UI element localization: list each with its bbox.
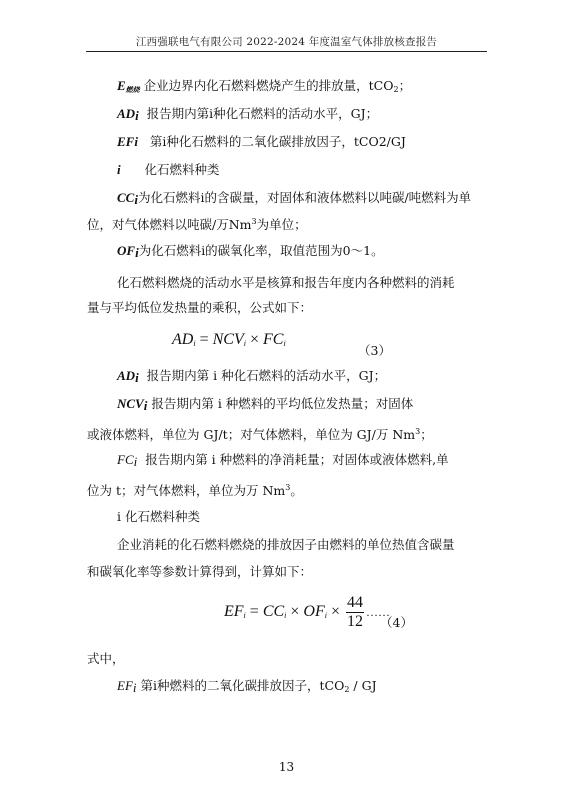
where-label: 式中， [87,651,125,666]
symbol-ad-2-sub: i [135,370,139,385]
def-ef-text: 第i种化石燃料的二氧化碳排放因子，tCO2/GJ [149,134,406,149]
def-ef [117,134,406,150]
equation-number-3: （3） [358,343,391,358]
def-ncv-text1: 报告期内第 i 种燃料的平均低位发热量；对固体 [151,396,414,411]
def-ef-2 [117,678,377,698]
symbol-ad-2: AD [117,368,136,383]
symbol-ef-2: EF [117,678,133,693]
def-cc-sup: 3 [251,217,257,226]
def-ad-2 [117,368,386,386]
para2-line2: 和碳氧化率等参数计算得到，计算如下： [87,564,313,579]
def-of-text: 为化石燃料i的碳氧化率，取值范围为0～1。 [138,243,384,258]
def-e-burn [117,78,411,98]
symbol-of: OF [117,243,136,258]
symbol-ef-2-sub: i [132,680,137,695]
def-ad [117,106,378,124]
co2-sub-2: 2 [344,685,350,694]
page-number: 13 [278,760,295,774]
def-fc-text2b: 。 [290,483,303,498]
equation-number-4: （4） [380,615,413,630]
para1-line1: 化石燃料燃烧的活动水平是核算和报告年度内各种燃料的消耗 [117,275,455,290]
symbol-cc-sub: i [134,192,138,207]
f3-eq: = [195,331,213,348]
f4-times-2: × [326,603,345,621]
def-e-tail: ； [398,78,412,93]
symbol-ad-sub: i [135,108,139,123]
symbol-of-sub: i [135,245,139,260]
co2-sub: 2 [393,85,399,94]
f3-lhs-sub: i [193,339,196,348]
symbol-fc-sub: i [133,454,138,469]
f4-b-sub: i [324,611,327,621]
def-fc-line1 [117,452,449,470]
def-fc-line2 [87,480,303,499]
symbol-efi: EFi [117,134,138,149]
header-rule [86,51,487,52]
f4-eq: = [245,603,263,621]
symbol-e-sub: 燃烧 [125,86,140,94]
f4-times: × [286,603,304,621]
f4-a: CC [262,603,285,621]
def-fc-text2a: 位为 t；对气体燃料，单位为万 Nm [87,483,286,498]
def-ncv-line2 [87,424,433,443]
f4-lhs-sub: i [243,611,246,621]
symbol-i: i [117,162,121,177]
running-header: 江西强联电气有限公司 2022-2024 年度温室气体排放核查报告 [135,36,438,48]
def-cc-text1: 为化石燃料i的含碳量，对固体和液体燃料以吨碳/吨燃料为单 [137,190,472,205]
f3-a-sub: i [243,339,246,348]
symbol-ad: AD [117,106,136,121]
def-ef-2-tail: / GJ [349,678,377,693]
def-cc-line1 [117,190,471,208]
f3-times: × [245,331,263,348]
f3-a: NCV [212,331,244,348]
f4-dots: …… [366,605,391,620]
def-cc-text2a: 位，对气体燃料以吨碳/万Nm [87,217,252,232]
def-e-text: 企业边界内化石燃料燃烧产生的排放量，tCO [143,78,394,93]
f4-numerator: 44 [347,594,364,611]
def-ncv-line1 [117,396,413,414]
f4-lhs: EF [224,603,244,621]
def-i-2: i 化石燃料种类 [117,509,200,524]
def-ad-text: 报告期内第i种化石燃料的活动水平，GJ； [146,106,379,121]
symbol-ncv-sub: i [143,398,148,413]
formula-3 [172,331,286,349]
f3-lhs: AD [172,331,194,348]
symbol-e: E [117,78,126,93]
def-cc-text2b: 为单位； [256,217,307,232]
symbol-ncv: NCV [117,396,144,411]
def-ef-2-text: 第i种燃料的二氧化碳排放因子，tCO [140,678,345,693]
f4-fraction [346,594,364,631]
formula-4 [224,594,390,631]
def-of [117,243,384,261]
def-cc-line2 [87,214,307,233]
f3-b: FC [262,331,284,348]
para2-line1: 企业消耗的化石燃料燃烧的排放因子由燃料的单位热值含碳量 [117,537,455,552]
def-fc-text1: 报告期内第 i 种燃料的净消耗量；对固体或液体燃料,单 [145,452,449,467]
def-ncv-sup: 3 [415,427,421,436]
def-i-text: 化石燃料种类 [144,162,220,177]
f3-b-sub: i [283,339,286,348]
def-i [117,162,219,178]
def-ncv-text2a: 或液体燃料，单位为 GJ/t；对气体燃料，单位为 GJ/万 Nm [87,427,416,442]
def-ncv-text2b: ； [420,427,433,442]
para1-line2: 量与平均低位发热量的乘积，公式如下： [87,300,313,315]
symbol-cc: CC [117,190,135,205]
f4-denominator: 12 [347,613,364,630]
f4-a-sub: i [284,611,287,621]
def-fc-sup: 3 [285,483,291,492]
def-ad-2-text: 报告期内第 i 种化石燃料的活动水平，GJ； [146,368,387,383]
f4-b: OF [303,603,325,621]
symbol-fc: FC [117,452,134,467]
